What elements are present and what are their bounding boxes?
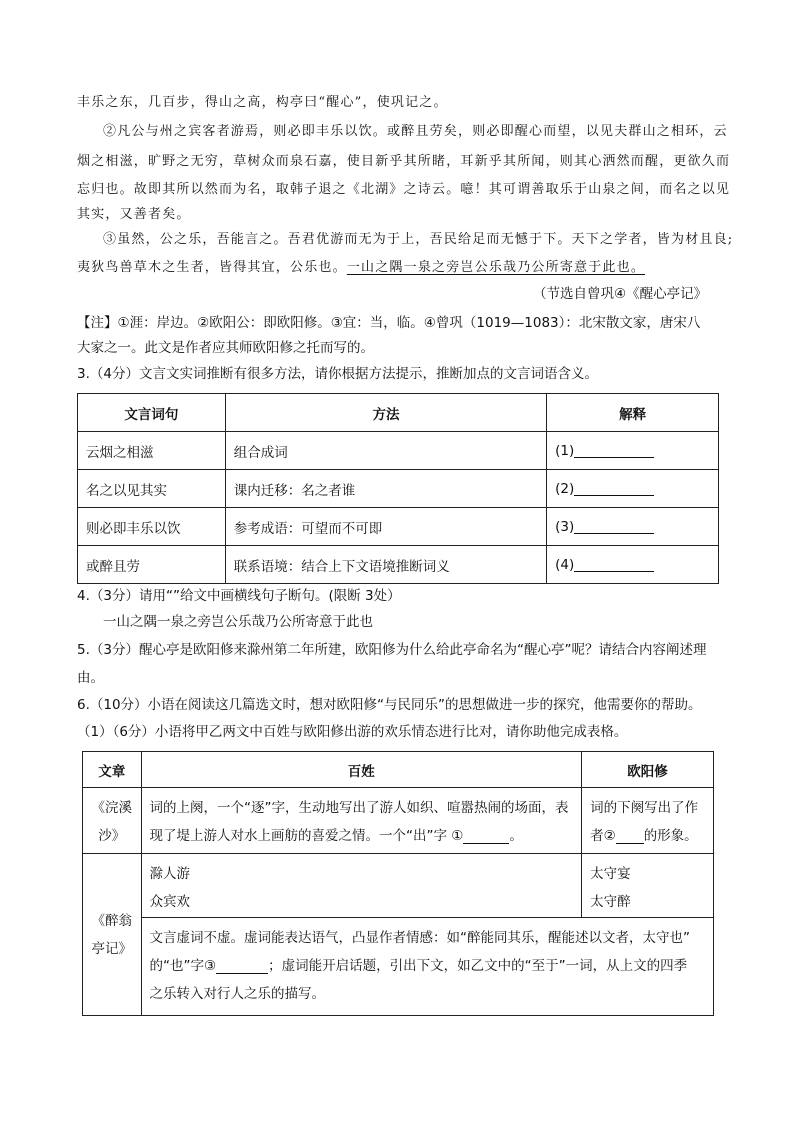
q3-method-2: 课内迁移：名之者谁	[225, 470, 546, 508]
q3-method-3: 参考成语：可望而不可即	[225, 508, 546, 546]
answer-blank[interactable]	[574, 519, 654, 534]
q6-people-2-line-a: 滁人游	[149, 866, 190, 882]
answer-blank[interactable]	[463, 829, 509, 844]
q3-header-explain: 解释	[547, 394, 719, 432]
q5-line2: 由。	[77, 670, 104, 686]
q6-article-2: 《醉翁亭记》	[83, 854, 142, 1016]
answer-blank[interactable]	[216, 959, 268, 974]
q6-note-cell	[141, 918, 714, 1016]
q6-people-1-line-a: 词的上阕，一个“逐”字，生动地写出了游人如织、喧嚣热闹的场面，表	[149, 800, 569, 816]
note-line1: 【注】①涯：岸边。②欧阳公：即欧阳修。③宜：当，临。④曾巩（1019—1083）：北宋散文家，唐宋八	[77, 315, 701, 331]
q6-ouyang-2-line-b: 太守醉	[590, 894, 631, 910]
q6-ouyang-1-line-b-text: 者②	[590, 828, 616, 844]
passage-p1-tail: 丰乐之东，几百步，得山之高，构亭曰“醒心”，使巩记之。	[77, 95, 448, 110]
q3-blank-label-2: (2)	[555, 480, 575, 497]
q3-header-method: 方法	[225, 394, 546, 432]
table-row	[78, 508, 719, 546]
q3-answer-2[interactable]	[547, 470, 719, 508]
passage-p2-line2: 烟之相滋，旷野之无穷，草树众而泉石嘉，使目新乎其所睹，耳新乎其所闻，则其心洒然而醒，更欲久而	[77, 154, 731, 169]
q6-ouyang-2-line-a: 太守宴	[590, 866, 631, 882]
q6-article-1: 《浣溪沙》	[83, 788, 142, 854]
q3-phrase-1: 云烟之相滋	[78, 432, 226, 470]
q6-people-1-line-b	[150, 822, 574, 850]
q6-header-people: 百姓	[141, 752, 582, 788]
q3-stem: 3.（4分）文言文实词推断有很多方法，请你根据方法提示，推断加点的文言词语含义。	[77, 366, 598, 382]
q6-sub1: （1）（6分）小语将甲乙两文中百姓与欧阳修出游的欢乐情态进行比对，请你助他完成表格。	[77, 724, 628, 740]
q6-ouyang-1	[582, 788, 714, 854]
q3-answer-3[interactable]	[547, 508, 719, 546]
q4-sentence: 一山之隅一泉之旁岂公乐哉乃公所寄意于此也	[103, 614, 373, 630]
note-line2: 大家之一。此文是作者应其师欧阳修之托而写的。	[77, 340, 374, 356]
passage-p3-line2a: 夷狄鸟兽草木之生者，皆得其宜，公乐也。	[77, 260, 347, 275]
q6-ouyang-1-line-b	[590, 822, 705, 850]
q5-line1: 5.（3分）醒心亭是欧阳修来滁州第二年所建，欧阳修为什么给此亭命名为“醒心亭”呢？请结合内容阐述理	[77, 642, 707, 658]
q3-blank-label-1: (1)	[555, 442, 575, 459]
answer-blank[interactable]	[574, 481, 654, 496]
table-row	[83, 918, 714, 1016]
passage-p3-line2	[77, 258, 645, 278]
q6-note-line1: 文言虚词不虚。虚词能表达语气，凸显作者情感：如“醉能同其乐，醒能述以文者，太守也”	[149, 930, 690, 946]
q3-blank-label-4: (4)	[555, 556, 575, 573]
q6-note-line2-b: ；虚词能开启话题，引出下文，如乙文中的“至于”一词，从上文的四季	[268, 958, 688, 974]
q6-people-2-line-b: 众宾欢	[149, 894, 190, 910]
q3-blank-label-3: (3)	[555, 518, 575, 535]
passage-source: （节选自曾巩④《醒心亭记》	[533, 286, 708, 302]
q3-method-1: 组合成词	[225, 432, 546, 470]
q6-ouyang-2	[582, 854, 714, 918]
passage-p2-line4: 其实，又善者矣。	[77, 207, 191, 222]
q3-phrase-2: 名之以见其实	[78, 470, 226, 508]
q6-header-ouyang: 欧阳修	[582, 752, 714, 788]
underlined-sentence: 一山之隅一泉之旁岂公乐哉乃公所寄意于此也。	[346, 260, 646, 275]
q3-header-phrase: 文言词句	[78, 394, 226, 432]
q3-phrase-3: 则必即丰乐以饮	[78, 508, 226, 546]
q6-table	[82, 751, 714, 1016]
table-row	[78, 432, 719, 470]
table-row	[83, 854, 714, 918]
passage-p2-line3: 忘归也。故即其所以然而为名，取韩子退之《北湖》之诗云。噫！其可谓善取乐于山泉之间，而名之以见	[77, 182, 731, 197]
q6-people-2	[141, 854, 582, 918]
passage-p3-line1: ③虽然，公之乐，吾能言之。吾君优游而无为于上，吾民给足而无憾于下。天下之学者，皆为材且良;	[103, 232, 734, 247]
q3-answer-4[interactable]	[547, 546, 719, 584]
answer-blank[interactable]	[616, 829, 644, 844]
q6-ouyang-1-line-a: 词的下阕写出了作	[590, 800, 699, 816]
table-row	[78, 546, 719, 584]
q6-people-1-end: 。	[509, 828, 523, 844]
q6-header-article: 文章	[83, 752, 142, 788]
q6-stem: 6.（10分）小语在阅读这几篇选文时，想对欧阳修“与民同乐”的思想做进一步的探究，他需要你的帮助。	[77, 697, 702, 713]
q3-method-4: 联系语境：结合上下文语境推断词义	[225, 546, 546, 584]
q6-people-1-line-b-text: 现了堤上游人对水上画舫的喜爱之情。一个“出”字 ①	[149, 828, 464, 844]
q4-stem: 4.（3分）请用“”给文中画横线句子断句。(限断 3处）	[77, 588, 401, 604]
q3-table	[77, 393, 719, 584]
table-row	[83, 788, 714, 854]
passage-p2-line1: ②凡公与州之宾客者游焉，则必即丰乐以饮。或醉且劳矣，则必即醒心而望，以见夫群山之相环，云	[103, 124, 728, 139]
q3-answer-1[interactable]	[547, 432, 719, 470]
q3-phrase-4: 或醉且劳	[78, 546, 226, 584]
q6-note-line2	[150, 952, 706, 980]
answer-blank[interactable]	[574, 443, 654, 458]
table-row	[78, 470, 719, 508]
q6-people-1	[141, 788, 582, 854]
answer-blank[interactable]	[574, 557, 654, 572]
q6-ouyang-1-end: 的形象。	[643, 828, 698, 844]
q6-note-line3: 之乐转入对行人之乐的描写。	[149, 986, 325, 1002]
q6-note-line2-a: 的“也”字③	[149, 958, 217, 974]
